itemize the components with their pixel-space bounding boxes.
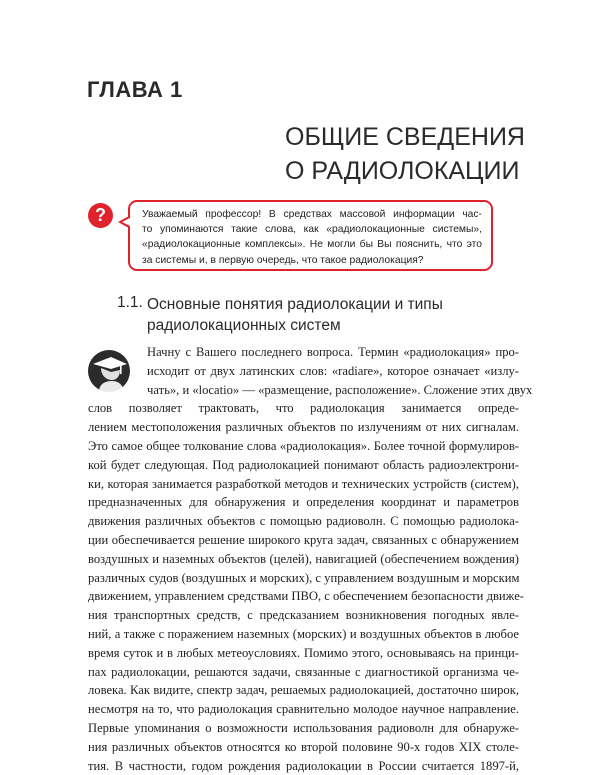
question-icon: ? <box>88 203 113 228</box>
body-line: ки, которая занимается разработкой методов и технических устройств (систем), <box>88 476 519 491</box>
section-title-line: радиолокационных систем <box>147 317 341 334</box>
body-line: пах радиолокации, решаются задачи, связанные с диагностикой организма че- <box>88 664 519 679</box>
question-line: Уважаемый профессор! В средствах массовой информации час- <box>142 209 482 220</box>
body-line: ции обеспечивается решение широкого круга задач, связанных с обнаружением <box>88 532 519 547</box>
callout-tail-inner <box>122 218 130 226</box>
chapter-title-line: О РАДИОЛОКАЦИИ <box>285 157 520 185</box>
body-text <box>88 343 533 775</box>
body-line: различных судов (воздушных и морских), с управлением воздушным и морским <box>88 570 520 585</box>
body-line: лением местоположения различных объектов по излучениям от них сигналам. <box>88 420 519 435</box>
question-line: «радиолокационные комплексы». Не могли бы Вы пояснить, что это <box>142 239 482 251</box>
chapter-title <box>285 120 525 188</box>
chapter-heading: ГЛАВА 1 <box>87 77 183 102</box>
body-line: исходит от двух латинских слов: «radiare», которое означает «излу- <box>147 363 519 378</box>
question-line: то упоминаются такие слова, как «радиолокационные системы», <box>142 224 482 236</box>
body-line: ний, а также с поражением наземных (морских) и воздушных объектов в любое <box>88 626 519 641</box>
section-title <box>147 294 447 336</box>
body-line: время суток и в любых метеоусловиях. Помимо этого, основываясь на принци- <box>88 645 519 660</box>
body-line: воздушных и наземных объектов (целей), навигацией (обеспечением вождения) <box>88 551 519 566</box>
body-line: движением, управлением средствами ПВО, с обеспечением безопасности движе- <box>88 589 524 604</box>
body-line: ния различных объектов относятся ко второй половине 90-х годов XIX столе- <box>88 739 519 754</box>
body-line: ловека. Как видите, спектр задач, решаемых радиолокацией, достаточно широк, <box>88 683 519 698</box>
section-title-line: Основные понятия радиолокации и типы <box>147 296 443 313</box>
body-line: ния транспортных средств, с предсказанием возникновения погодных явле- <box>88 608 519 623</box>
body-line: Это самое общее толкование слова «радиолокация». Более точной формулиров- <box>88 438 519 453</box>
question-line: за системы и, в первую очередь, что такое радиолокация? <box>142 254 424 266</box>
body-line: кой будет следующая. Под радиолокацией понимают область радиоэлектрони- <box>88 457 519 472</box>
chapter-title-line: ОБЩИЕ СВЕДЕНИЯ <box>285 123 525 151</box>
body-line: предназначенных для обнаружения и определения координат и параметров <box>88 495 519 510</box>
section-number: 1.1. <box>117 294 143 311</box>
body-line: слов позволяет трактовать, что радиолокация занимается опреде- <box>88 401 519 416</box>
body-line: чать», и «locatio» — «размещение, расположение». Сложение этих двух <box>147 382 533 397</box>
body-line: Начну с Вашего последнего вопроса. Термин «радиолокация» про- <box>147 345 519 359</box>
body-line: Первые упоминания о возможности использования радиоволн для обнаруже- <box>88 720 519 735</box>
body-line: несмотря на то, что радиолокация сравнительно молодое научное направление. <box>88 702 519 717</box>
question-callout <box>128 200 493 271</box>
body-line: тия. В частности, годом рождения радиолокации в России считается 1897-й, <box>88 758 519 773</box>
body-line: движения различных объектов с помощью радиоволн. С помощью радиолока- <box>88 514 519 529</box>
